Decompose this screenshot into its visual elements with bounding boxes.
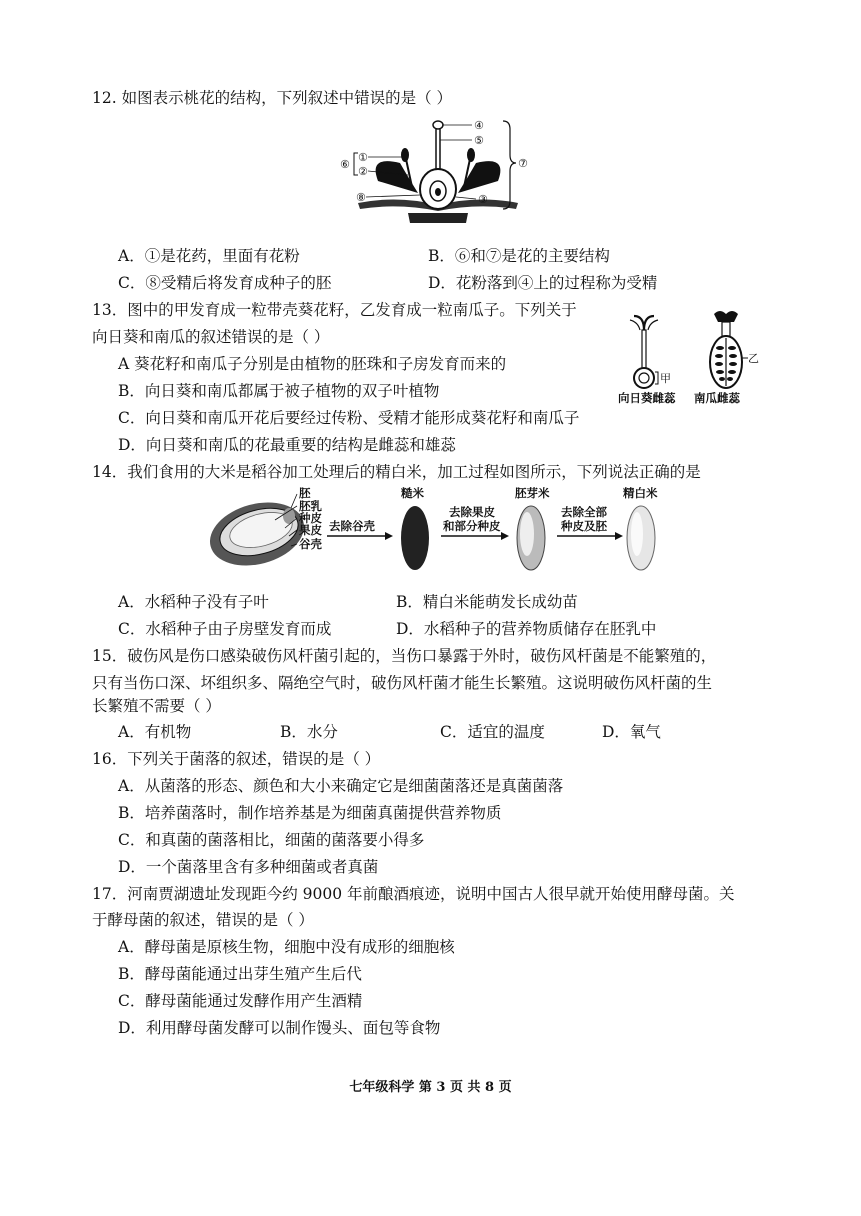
q16-option-d: D．一个菌落里含有多种细菌或者真菌 — [118, 858, 379, 876]
label-step-3b: 种皮及胚 — [561, 519, 607, 533]
label-3: ③ — [478, 193, 488, 206]
label-husk: 谷壳 — [299, 537, 322, 551]
q17-option-a: A．酵母菌是原核生物，细胞中没有成形的细胞核 — [118, 938, 455, 956]
q13-option-c: C．向日葵和南瓜开花后要经过传粉、受精才能形成葵花籽和南瓜子 — [118, 409, 580, 427]
q17-option-c: C．酵母菌能通过发酵作用产生酒精 — [118, 992, 363, 1010]
q12-option-b: B．⑥和⑦是花的主要结构 — [428, 247, 610, 265]
label-yi: 乙 — [748, 352, 759, 365]
q12-option-c: C．⑧受精后将发育成种子的胚 — [118, 274, 332, 292]
q13-option-b: B．向日葵和南瓜都属于被子植物的双子叶植物 — [118, 382, 440, 400]
label-pumpkin-pistil: 南瓜雌蕊 — [694, 391, 740, 405]
q13-stem-line2: 向日葵和南瓜的叙述错误的是（ ） — [92, 328, 330, 346]
page-footer: 七年级科学 第 3 页 共 8 页 — [349, 1080, 512, 1095]
q14-option-b: B．精白米能萌发长成幼苗 — [396, 593, 578, 611]
q16-stem: 16．下列关于菌落的叙述，错误的是（ ） — [92, 750, 381, 768]
q15-option-a: A．有机物 — [118, 723, 192, 741]
label-polished-rice: 精白米 — [623, 486, 658, 500]
q16-option-b: B．培养菌落时，制作培养基是为细菌真菌提供营养物质 — [118, 804, 502, 822]
label-seed-coat: 种皮 — [299, 511, 322, 525]
q15-option-d: D．氧气 — [602, 723, 661, 741]
q12-option-a: A．①是花药，里面有花粉 — [118, 247, 300, 265]
q12-stem: 12. 如图表示桃花的结构，下列叙述中错误的是（ ） — [92, 89, 453, 107]
q16-option-a: A．从菌落的形态、颜色和大小来确定它是细菌菌落还是真菌菌落 — [118, 777, 564, 795]
label-7: ⑦ — [518, 157, 528, 170]
q14-stem: 14．我们食用的大米是稻谷加工处理后的精白米，加工过程如图所示，下列说法正确的是 — [92, 463, 701, 481]
label-step-2b: 和部分种皮 — [443, 519, 501, 533]
label-step-3a: 去除全部 — [561, 505, 607, 519]
label-step-1: 去除谷壳 — [329, 519, 375, 533]
label-2: ② — [358, 165, 368, 178]
q15-stem-line3: 长繁殖不需要（ ） — [92, 697, 221, 715]
q17-option-b: B．酵母菌能通过出芽生殖产生后代 — [118, 965, 362, 983]
label-6: ⑥ — [340, 158, 350, 171]
peach-flower-figure — [338, 115, 538, 225]
q13-stem-line1: 13．图中的甲发育成一粒带壳葵花籽，乙发育成一粒南瓜子。下列关于 — [92, 301, 577, 319]
q17-stem-line2: 于酵母菌的叙述，错误的是（ ） — [92, 911, 314, 929]
label-jia: 甲 — [660, 372, 671, 385]
q12-option-d: D．花粉落到④上的过程称为受精 — [428, 274, 658, 292]
q14-option-a: A．水稻种子没有子叶 — [118, 593, 269, 611]
label-germ-rice: 胚芽米 — [515, 486, 550, 500]
q16-option-c: C．和真菌的菌落相比，细菌的菌落要小得多 — [118, 831, 425, 849]
q17-option-d: D．利用酵母菌发酵可以制作馒头、面包等食物 — [118, 1019, 441, 1037]
pistil-figure — [614, 308, 764, 410]
q17-stem-line1: 17．河南贾湖遗址发现距今约 9000 年前酿酒痕迹，说明中国古人很早就开始使用酵母菌。关 — [92, 885, 735, 903]
label-step-2a: 去除果皮 — [449, 505, 495, 519]
q15-stem-line1: 15．破伤风是伤口感染破伤风杆菌引起的，当伤口暴露于外时，破伤风杆菌是不能繁殖的， — [92, 647, 717, 665]
q14-option-c: C．水稻种子由子房壁发育而成 — [118, 620, 332, 638]
label-4: ④ — [474, 119, 484, 132]
rice-processing-figure — [205, 486, 685, 586]
q15-option-c: C．适宜的温度 — [440, 723, 545, 741]
label-pericarp: 果皮 — [299, 523, 322, 537]
label-5: ⑤ — [474, 134, 484, 147]
label-sunflower-pistil: 向日葵雌蕊 — [618, 391, 676, 405]
q13-option-a: A 葵花籽和南瓜子分别是由植物的胚珠和子房发育而来的 — [118, 355, 507, 373]
label-1: ① — [358, 151, 368, 164]
label-brown-rice: 糙米 — [401, 486, 424, 500]
label-embryo: 胚 — [299, 486, 311, 500]
label-8: ⑧ — [356, 191, 366, 204]
q15-option-b: B．水分 — [280, 723, 338, 741]
q15-stem-line2: 只有当伤口深、坏组织多、隔绝空气时，破伤风杆菌才能生长繁殖。这说明破伤风杆菌的生 — [92, 674, 713, 692]
label-endosperm: 胚乳 — [299, 499, 322, 513]
q13-option-d: D．向日葵和南瓜的花最重要的结构是雌蕊和雄蕊 — [118, 436, 456, 454]
q14-option-d: D．水稻种子的营养物质储存在胚乳中 — [396, 620, 657, 638]
